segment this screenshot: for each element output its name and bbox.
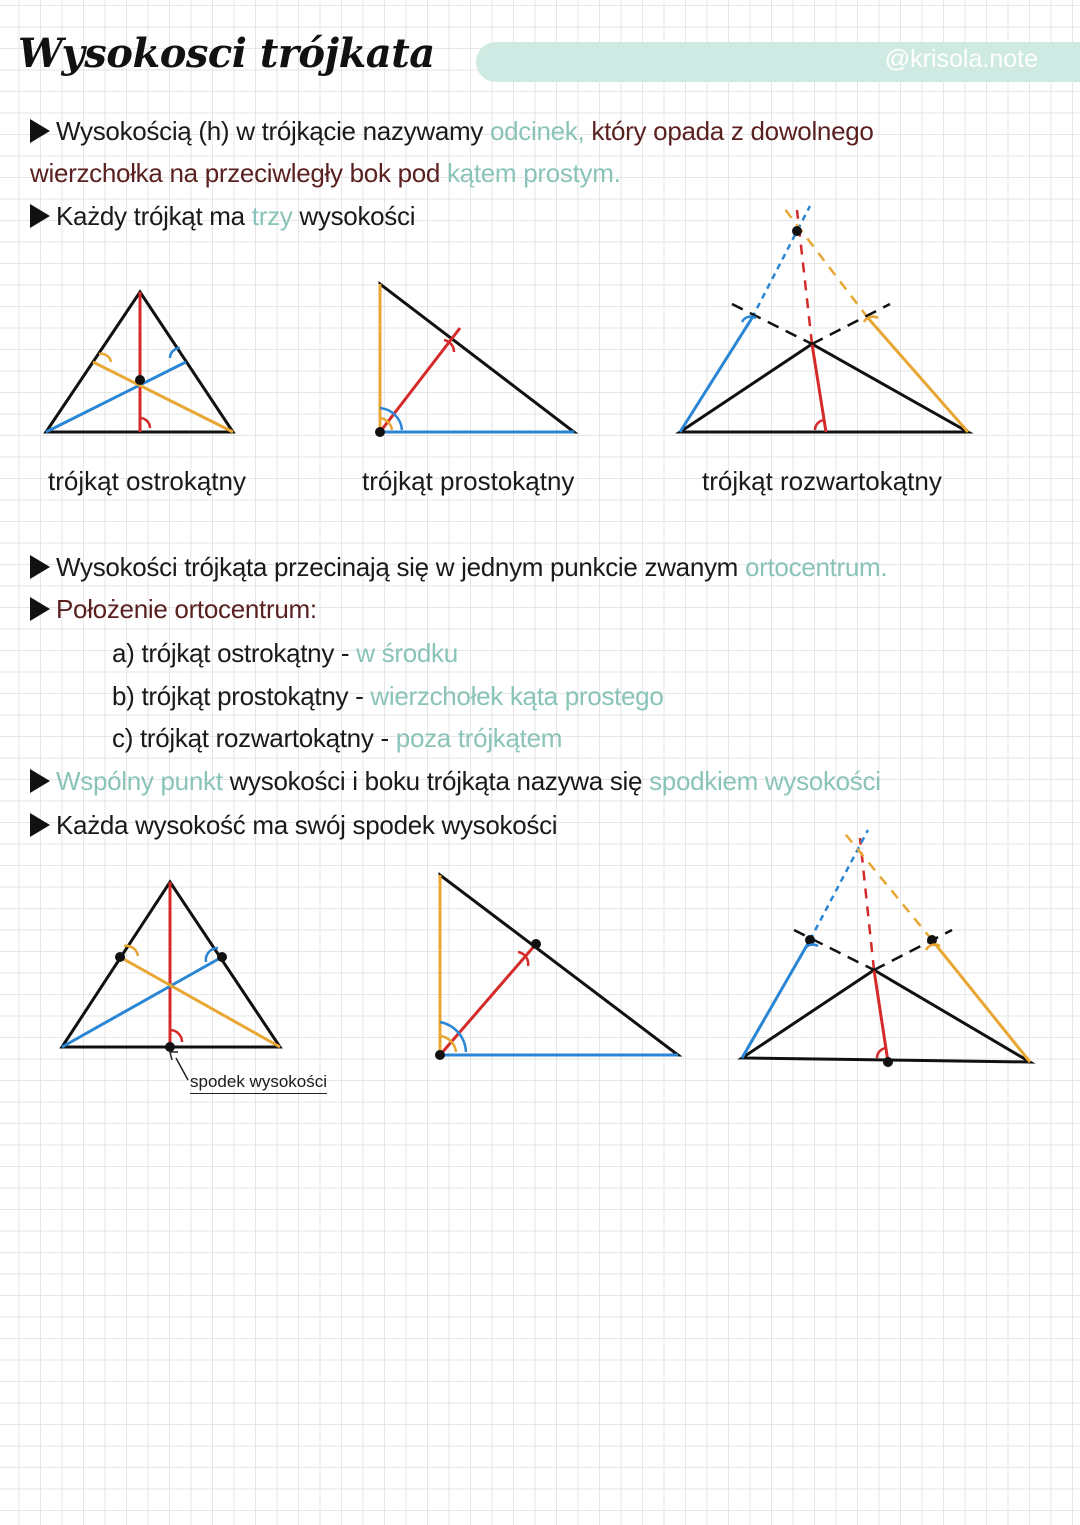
- caption-acute: trójkąt ostrokątny: [48, 466, 246, 496]
- bullet-arrow-icon: [30, 555, 50, 579]
- bullet-arrow-icon: [30, 597, 50, 621]
- acute-triangle-feet-diagram: [62, 882, 280, 1080]
- intro-line-3: Każdy trójkąt ma trzy wysokości: [30, 201, 415, 232]
- caption-right: trójkąt prostokątny: [362, 466, 575, 496]
- intro-line-2: wierzchołka na przeciwległy bok pod kątem prostym.: [30, 158, 621, 188]
- author-handle: @krisola.note: [884, 45, 1038, 73]
- orthocenter-item-a: a) trójkąt ostrokątny - w środku: [112, 638, 458, 668]
- caption-obtuse: trójkąt rozwartokątny: [702, 466, 942, 496]
- foot-annotation: spodek wysokości: [190, 1072, 327, 1094]
- bullet-arrow-icon: [30, 769, 50, 793]
- acute-triangle-diagram: [46, 292, 233, 432]
- right-triangle-feet-diagram: [435, 875, 678, 1060]
- orthocenter-line-2: Położenie ortocentrum:: [30, 594, 317, 625]
- foot-line-2: Każda wysokość ma swój spodek wysokości: [30, 810, 557, 841]
- obtuse-triangle-diagram: [680, 206, 968, 432]
- orthocenter-line-1: Wysokości trójkąta przecinają się w jednym punkcie zwanym ortocentrum.: [30, 552, 887, 583]
- orthocenter-item-c: c) trójkąt rozwartokątny - poza trójkątem: [112, 723, 563, 753]
- foot-line-1: Wspólny punkt wysokości i boku trójkąta nazywa się spodkiem wysokości: [30, 766, 881, 797]
- right-triangle-diagram: [375, 284, 574, 437]
- bullet-arrow-icon: [30, 813, 50, 837]
- page-title: Wysokosci trójkata: [18, 30, 435, 77]
- intro-line-1: Wysokością (h) w trójkącie nazywamy odcinek, który opada z dowolnego: [30, 116, 874, 147]
- orthocenter-item-b: b) trójkąt prostokątny - wierzchołek kąta prostego: [112, 681, 664, 711]
- obtuse-triangle-feet-diagram: [742, 830, 1030, 1067]
